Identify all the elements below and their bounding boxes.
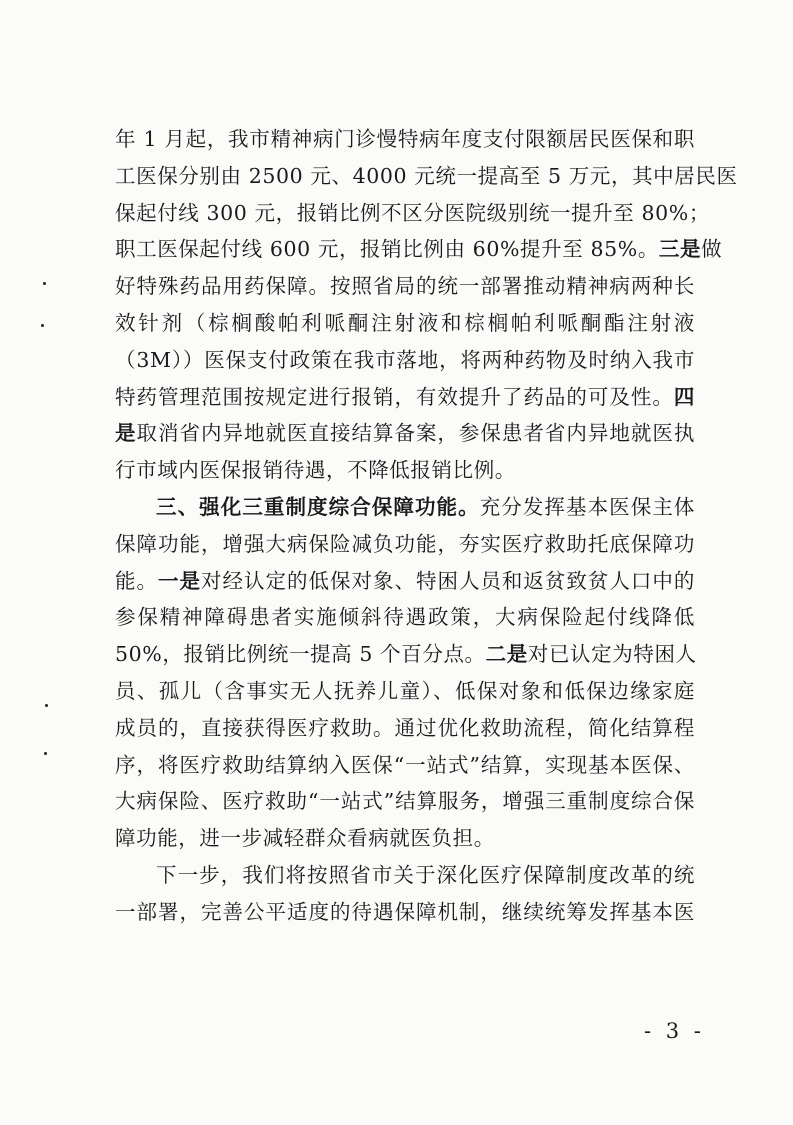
text-line: 保起付线 300 元，报销比例不区分医院级别统一提升至 80%； — [115, 200, 710, 225]
text-line: 成员的，直接获得医疗救助。通过优化救助流程，简化结算程 — [115, 715, 695, 740]
scan-speck — [45, 704, 48, 707]
text-line: 一部署，完善公平适度的待遇保障机制，继续统筹发挥基本医 — [115, 899, 695, 924]
text-line: 特药管理范围按规定进行报销，有效提升了药品的可及性。四 — [115, 384, 695, 409]
text-line: 员、孤儿（含事实无人抚养儿童）、低保对象和低保边缘家庭 — [115, 678, 695, 703]
text-line: 序，将医疗救助结算纳入医保“一站式”结算，实现基本医保、 — [115, 752, 695, 777]
body-text — [115, 121, 738, 931]
text-line: 保障功能，增强大病保险减负功能，夯实医疗救助托底保障功 — [115, 531, 695, 556]
section-heading: 三、强化三重制度综合保障功能。 — [156, 494, 480, 519]
text-line: 效针剂（棕榈酸帕利哌酮注射液和棕榈帕利哌酮酯注射液 — [115, 310, 695, 335]
text-line: 是取消省内异地就医直接结算备案，参保患者省内异地就医执 — [115, 421, 695, 446]
text-line: 50%，报销比例统一提高 5 个百分点。二是对已认定为特困人 — [115, 642, 697, 667]
scan-speck — [43, 282, 46, 285]
scan-speck — [44, 752, 47, 755]
text-line: 年 1 月起，我市精神病门诊慢特病年度支付限额居民医保和职 — [115, 127, 695, 151]
text-line: 参保精神障碍患者实施倾斜待遇政策，大病保险起付线降低 — [115, 605, 695, 630]
page-number: - 3 - — [644, 1019, 705, 1043]
text-line: 能。一是对经认定的低保对象、特困人员和返贫致贫人口中的 — [115, 568, 695, 593]
text-line: 好特殊药品用药保障。按照省局的统一部署推动精神病两种长 — [115, 274, 695, 299]
scan-speck — [41, 324, 44, 327]
section-heading-line: 三、强化三重制度综合保障功能。充分发挥基本医保主体 — [156, 494, 695, 519]
text-line: 障功能，进一步减轻群众看病就医负担。 — [115, 826, 495, 851]
text-line: 大病保险、医疗救助“一站式”结算服务，增强三重制度综合保 — [115, 789, 695, 814]
text-line: （3M））医保支付政策在我市落地，将两种药物及时纳入我市 — [115, 347, 695, 372]
text-line: 行市域内医保报销待遇，不降低报销比例。 — [115, 458, 516, 483]
text-line: 职工医保起付线 600 元，报销比例由 60%提升至 85%。三是做 — [115, 237, 723, 262]
text-line: 下一步，我们将按照省市关于深化医疗保障制度改革的统 — [156, 862, 695, 887]
text-line: 工医保分别由 2500 元、4000 元统一提高至 5 万元，其中居民医 — [115, 163, 738, 188]
